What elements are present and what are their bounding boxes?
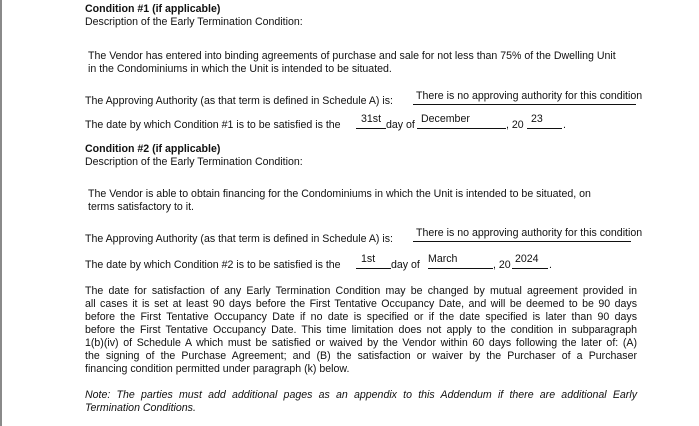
condition-1-day-field[interactable] — [356, 113, 386, 129]
condition-2-authority-label: The Approving Authority (as that term is defined in Schedule A) is: — [85, 233, 393, 245]
condition-2-description-line-1: The Vendor is able to obtain financing for the Condominiums in which the Unit is intended to be situated, on — [88, 188, 591, 200]
satisfaction-paragraph-line: the signing of the Purchase Agreement; and (B) the satisfaction or waiver by the Purchaser of a Purchaser — [85, 350, 637, 362]
condition-1-month-field[interactable] — [417, 113, 506, 129]
condition-2-year-prefix: , 20 — [493, 259, 511, 271]
condition-1-description-line-1: The Vendor has entered into binding agreements of purchase and sale for not less than 75% of the Dwelling Unit — [88, 50, 616, 62]
condition-2-year-value: 2024 — [515, 253, 539, 265]
condition-2-month-value: March — [428, 253, 458, 265]
condition-1-description-label: Description of the Early Termination Condition: — [85, 16, 303, 28]
condition-1-period: . — [563, 119, 566, 131]
condition-1-date-label: The date by which Condition #1 is to be satisfied is the — [85, 119, 341, 131]
condition-1-day-value: 31st — [361, 113, 382, 125]
satisfaction-paragraph-line: 1(b)(iv) of Schedule A which must be satisfied or waived by the Vendor within 60 days following the later of: (A) — [85, 337, 637, 349]
condition-2-heading: Condition #2 (if applicable) — [85, 143, 221, 155]
page-left-border — [0, 0, 2, 426]
satisfaction-paragraph-line: financing condition permitted under paragraph (k) below. — [85, 363, 350, 375]
condition-1-description-line-2: in the Condominiums in which the Unit is intended to be situated. — [88, 63, 392, 75]
condition-1-authority-field[interactable] — [413, 90, 643, 105]
condition-2-date-label: The date by which Condition #2 is to be satisfied is the — [85, 259, 341, 271]
condition-1-month-value: December — [421, 113, 470, 125]
condition-1-authority-value: There is no approving authority for this condition — [416, 90, 643, 102]
condition-2-description-line-2: terms satisfactory to it. — [88, 201, 194, 213]
condition-1-authority-label: The Approving Authority (as that term is defined in Schedule A) is: — [85, 95, 393, 107]
condition-1-heading: Condition #1 (if applicable) — [85, 3, 221, 15]
condition-2-authority-value: There is no approving authority for this condition — [416, 227, 643, 239]
condition-2-description-label: Description of the Early Termination Condition: — [85, 156, 303, 168]
condition-1-day-of-label: day of — [386, 119, 415, 131]
satisfaction-paragraph-line: before the First Tentative Occupancy Date. This time limitation does not apply to the condition in subparagraph — [85, 324, 637, 336]
condition-2-day-value: 1st — [361, 253, 376, 265]
satisfaction-paragraph-line: all cases it is set at least 90 days before the First Tentative Occupancy Date, and will be deemed to be 90 days — [85, 298, 637, 310]
condition-1-year-prefix: , 20 — [506, 119, 524, 131]
condition-1-year-field[interactable] — [527, 113, 562, 129]
condition-1-year-value: 23 — [531, 113, 543, 125]
condition-2-month-field[interactable] — [428, 253, 493, 269]
condition-2-authority-field[interactable] — [413, 227, 643, 242]
condition-2-day-field[interactable] — [356, 253, 391, 269]
condition-2-year-field[interactable] — [512, 253, 548, 269]
note-line: Termination Conditions. — [85, 402, 196, 414]
satisfaction-paragraph-line: before the First Tentative Occupancy Date if no date is specified or if the date specified is later than 90 days — [85, 311, 637, 323]
condition-2-day-of-label: day of — [391, 259, 420, 271]
condition-2-period: . — [549, 259, 552, 271]
note-line: Note: The parties must add additional pages as an appendix to this Addendum if there are additional Early — [85, 389, 637, 401]
satisfaction-paragraph-line: The date for satisfaction of any Early Termination Condition may be changed by mutual agreement provided in — [85, 285, 637, 297]
